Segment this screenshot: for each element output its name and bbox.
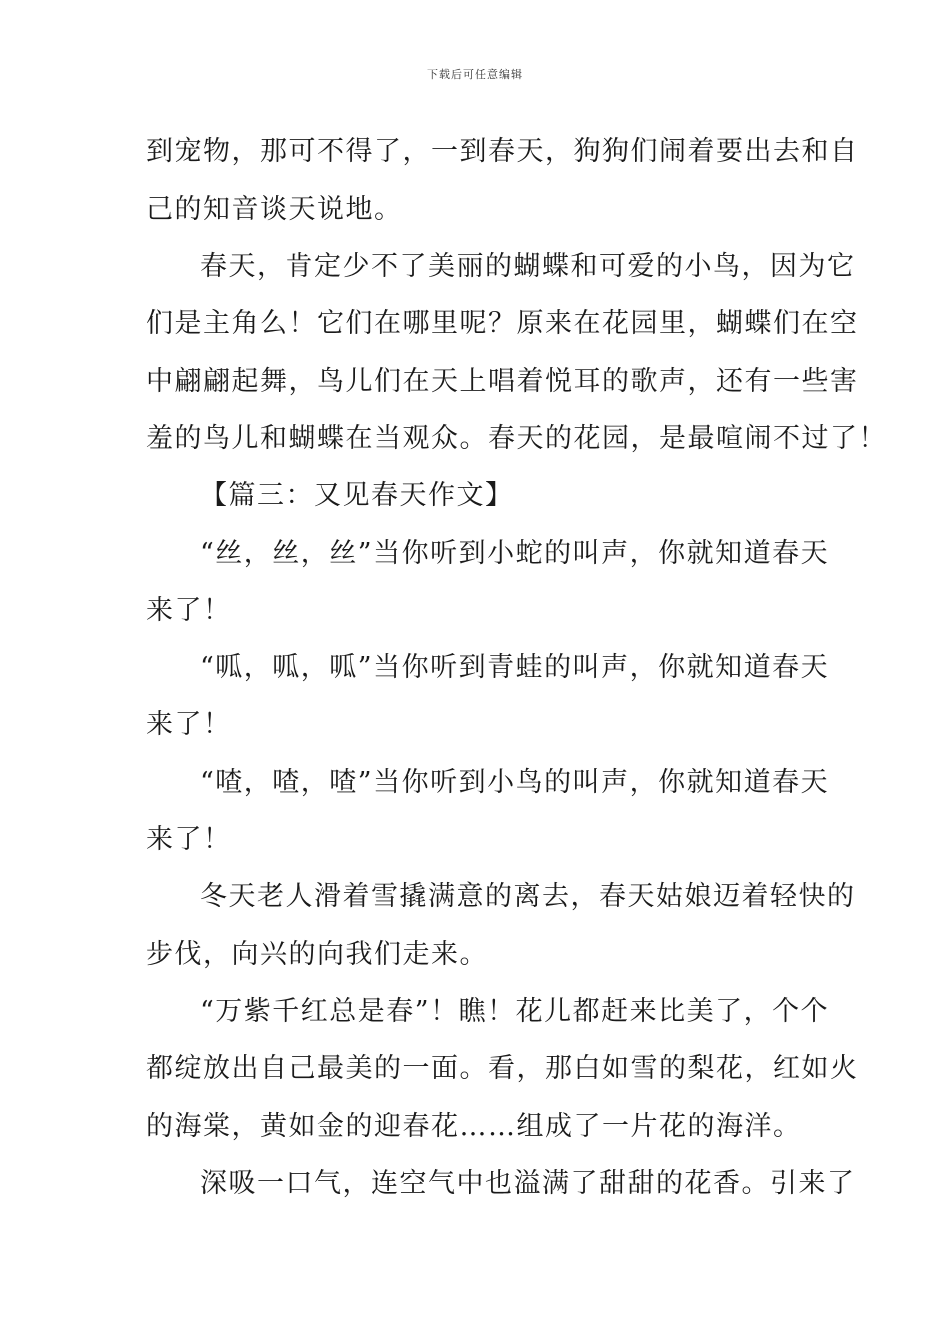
paragraph-first-line: “喳，喳，喳”当你听到小鸟的叫声，你就知道春天 — [200, 767, 830, 798]
text-line: 来了！ — [146, 709, 232, 740]
text-line: 中翩翩起舞，鸟儿们在天上唱着悦耳的歌声，还有一些害 — [146, 366, 859, 397]
text-line: 的海棠，黄如金的迎春花……组成了一片花的海洋。 — [146, 1111, 802, 1142]
text-line: 都绽放出自己最美的一面。看，那白如雪的梨花，红如火 — [146, 1053, 859, 1084]
paragraph-first-line: 冬天老人滑着雪撬满意的离去，春天姑娘迈着轻快的 — [200, 881, 856, 912]
section-heading: 【篇三：又见春天作文】 — [200, 480, 514, 511]
page-header: 下载后可任意编辑 — [427, 68, 523, 81]
paragraph-first-line: 深吸一口气，连空气中也溢满了甜甜的花香。引来了 — [200, 1168, 856, 1199]
paragraph-first-line: “万紫千红总是春”！瞧！花儿都赶来比美了，个个 — [200, 996, 830, 1027]
text-line: 们是主角么！它们在哪里呢？原来在花园里，蝴蝶们在空 — [146, 308, 859, 339]
text-line: 到宠物，那可不得了，一到春天，狗狗们闹着要出去和自 — [146, 136, 859, 167]
paragraph-first-line: “呱，呱，呱”当你听到青蛙的叫声，你就知道春天 — [200, 652, 830, 683]
paragraph-first-line: 春天，肯定少不了美丽的蝴蝶和可爱的小鸟，因为它 — [200, 251, 856, 282]
text-line: 羞的鸟儿和蝴蝶在当观众。春天的花园，是最喧闹不过了！ — [146, 423, 887, 454]
paragraph-first-line: “丝，丝，丝”当你听到小蛇的叫声，你就知道春天 — [200, 538, 830, 569]
text-line: 来了！ — [146, 824, 232, 855]
text-line: 来了！ — [146, 595, 232, 626]
text-line: 己的知音谈天说地。 — [146, 194, 403, 225]
text-line: 步伐，向兴的向我们走来。 — [146, 939, 488, 970]
